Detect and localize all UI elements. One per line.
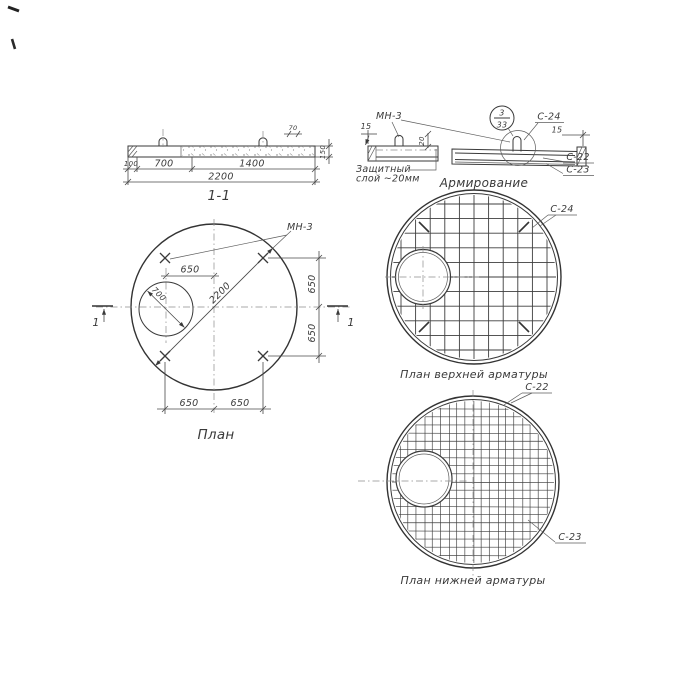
section-1-1-view <box>123 124 333 204</box>
mn3-label: МН-3 <box>376 111 403 122</box>
section-mark-label: 1 <box>92 316 100 329</box>
bottom-mesh-caption: План нижней арматуры <box>400 574 546 587</box>
dim-650-right-upper: 650 <box>307 274 318 294</box>
dim-700-plan: 700 <box>149 285 168 304</box>
dim-2200-label: 2200 <box>208 171 234 183</box>
section-title: 1-1 <box>207 188 231 204</box>
section-dimensions <box>123 157 320 185</box>
section-mark-right <box>327 306 355 329</box>
detail-sheet: 33 <box>496 120 508 130</box>
protective-layer-line1: Защитный <box>356 164 411 175</box>
top-rebar-line <box>455 153 575 156</box>
dim-hook-label: 70 <box>288 124 298 132</box>
section-mark-label: 1 <box>347 316 355 329</box>
section-mark-left <box>92 306 113 329</box>
c24-label: С-24 <box>537 111 561 123</box>
protective-layer-line2: слой ~20мм <box>356 173 420 185</box>
reinforcement-caption: Армирование <box>439 176 529 190</box>
c24-label-mesh: С-24 <box>550 204 574 215</box>
dim-2200-plan: 2200 <box>207 280 234 307</box>
c23-label-mesh: С-23 <box>558 532 582 543</box>
slab-end-hatch <box>128 146 137 157</box>
c22-label: С-22 <box>566 152 590 163</box>
c23-label: С-23 <box>566 164 590 176</box>
dim-650-top: 650 <box>180 264 200 276</box>
dim-1400-label: 1400 <box>239 158 265 170</box>
bottom-reinforcement-mesh-view <box>358 382 586 587</box>
thickness-dimension <box>315 139 333 164</box>
dim-700-label: 700 <box>154 158 174 170</box>
manhole-circle <box>396 451 452 507</box>
hook-dimension <box>284 124 302 137</box>
c22-label-mesh: С-22 <box>525 382 549 393</box>
mn3-label-plan: МН-3 <box>286 222 314 233</box>
plan-view <box>92 219 355 443</box>
dim-100-label: 100 <box>123 160 139 168</box>
dim-650-bottom-left: 650 <box>179 398 199 409</box>
dim-15-left: 15 <box>360 122 372 131</box>
plan-caption: План <box>197 427 235 443</box>
dim-650-right-lower: 650 <box>307 323 318 343</box>
reinforcement-view <box>356 106 594 190</box>
dim-20: 20 <box>418 136 426 146</box>
dim-15-right: 15 <box>551 125 563 135</box>
scan-artifact <box>8 7 19 49</box>
lifting-hook-icon <box>513 137 521 152</box>
dim-thickness-label: 150 <box>319 144 327 160</box>
detail-circle <box>501 131 536 166</box>
detail-number: 3 <box>499 108 505 118</box>
top-reinforcement-mesh-view <box>385 190 577 381</box>
top-mesh-caption: План верхней арматуры <box>400 368 548 381</box>
concrete-stipple <box>182 147 314 156</box>
dim-650-bottom-right: 650 <box>230 398 250 409</box>
